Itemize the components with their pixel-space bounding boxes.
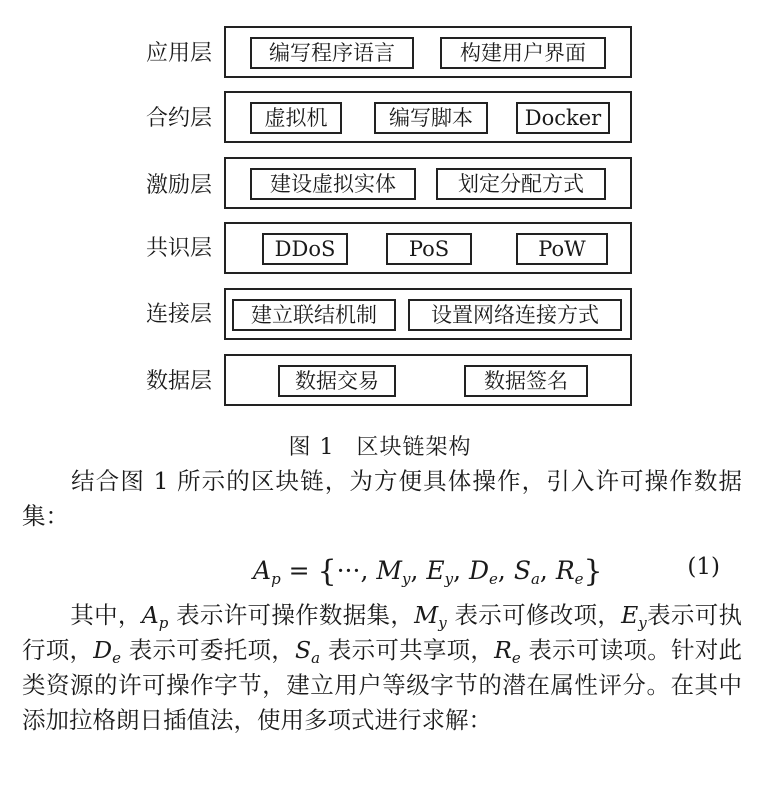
layer-label-connection: 连接层 <box>146 302 213 327</box>
layer-label-contract: 合约层 <box>146 106 213 131</box>
para2-text-a: 其中， <box>70 601 142 629</box>
layer-item: PoS <box>386 233 472 265</box>
figure-caption-number: 图 1 <box>288 435 335 460</box>
para2-text-g: 表示可读项。针对此类资源的许可操作字节，建立用户等级字节的潜在属性评分。在其中添加拉格朗日插值法，使用多项式进行求解： <box>22 636 742 734</box>
layer-item: 编写脚本 <box>374 102 488 134</box>
figure-caption-title: 区块链架构 <box>356 435 472 460</box>
equation-body: $A_p$ = {···, $M_y$, $E_y$, $D_e$, $S_a$, $R_e$} <box>253 554 603 589</box>
para2-text-b: 表示许可操作数据集， <box>168 601 415 629</box>
layer-item: 编写程序语言 <box>250 37 414 69</box>
layer-item: 划定分配方式 <box>436 168 606 200</box>
equation-number: (1) <box>687 554 720 580</box>
layer-box-contract <box>224 91 632 143</box>
layer-box-consensus <box>224 222 632 274</box>
layer-label-incentive: 激励层 <box>146 173 213 198</box>
layer-label-data: 数据层 <box>146 369 213 394</box>
equation-1 <box>0 550 760 594</box>
paragraph-intro <box>22 464 742 534</box>
layer-item: 虚拟机 <box>250 102 342 134</box>
layer-item: Docker <box>516 102 610 134</box>
para2-text-d: 表示可执行项， <box>22 601 743 664</box>
layer-item: 建设虚拟实体 <box>250 168 416 200</box>
figure-caption <box>0 430 760 461</box>
layer-label-consensus: 共识层 <box>146 236 213 261</box>
layer-item: DDoS <box>262 233 348 265</box>
para2-text-e: 表示可委托项， <box>121 636 296 664</box>
layer-label-application: 应用层 <box>146 41 213 66</box>
layer-item: 建立联结机制 <box>232 299 396 331</box>
paragraph-definitions: 其中，$A_p$ 表示许可操作数据集，$M_y$ 表示可修改项，$E_y$表示可执行项，$D_e$ 表示可委托项，$S_a$ 表示可共享项，$R_e$ 表示可读项。针对此类资源的许可操作字节，建立用户等级字节的潜在属性评分。在其中添加拉格朗日插值法，使用多项式进行求解： <box>22 601 743 734</box>
layer-box-incentive <box>224 157 632 209</box>
layer-item: 设置网络连接方式 <box>408 299 622 331</box>
layer-box-application <box>224 26 632 78</box>
layer-item: 构建用户界面 <box>440 37 606 69</box>
layer-item: PoW <box>516 233 608 265</box>
paragraph-intro-text: 结合图 1 所示的区块链，为方便具体操作，引入许可操作数据集： <box>22 467 742 530</box>
layer-box-data <box>224 354 632 406</box>
layer-box-connection <box>224 288 632 340</box>
layer-item: 数据交易 <box>278 365 396 397</box>
para2-text-c: 表示可修改项， <box>446 601 622 629</box>
layer-item: 数据签名 <box>464 365 588 397</box>
para2-text-f: 表示可共享项， <box>320 636 495 664</box>
